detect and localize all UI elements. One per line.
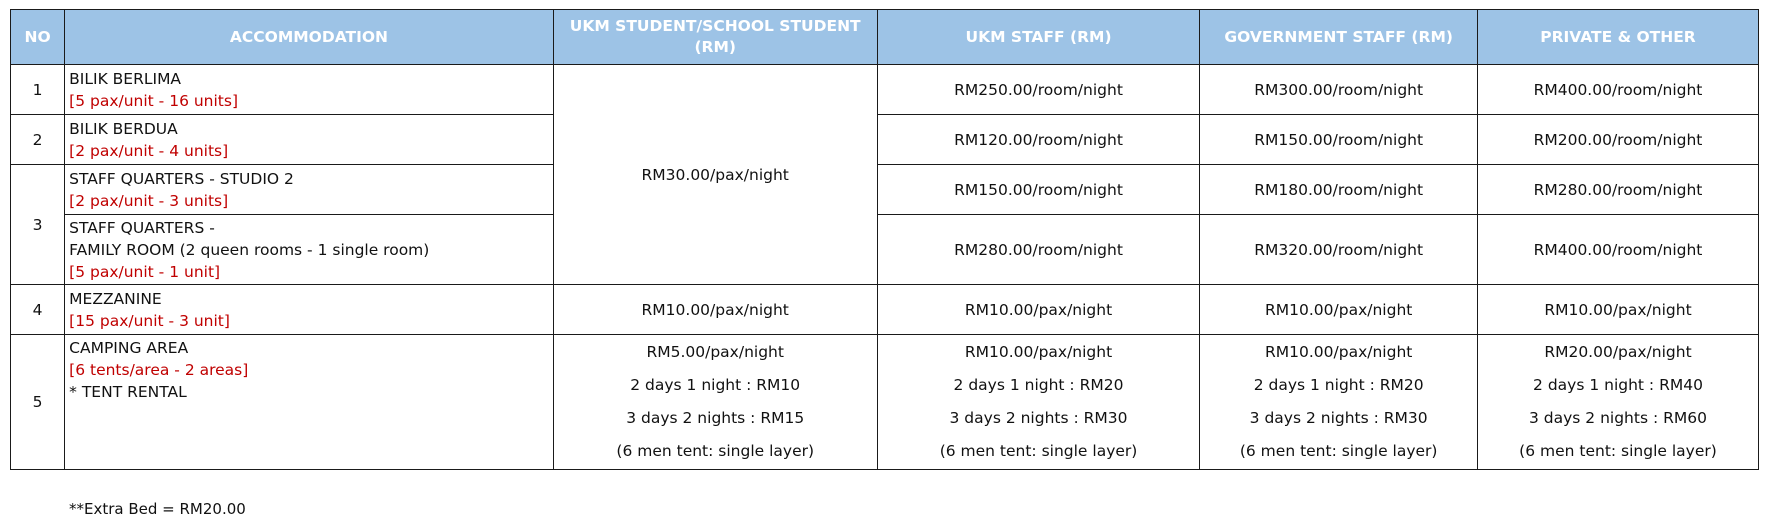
- government-staff-price: RM300.00/room/night: [1200, 65, 1478, 115]
- header-government-staff: GOVERNMENT STAFF (RM): [1200, 10, 1478, 65]
- row-number: 3: [11, 165, 65, 285]
- row-number: 1: [11, 65, 65, 115]
- accommodation-cell: [65, 115, 554, 165]
- government-staff-price: RM10.00/pax/night: [1200, 285, 1478, 335]
- camping-3d2n: 3 days 2 nights : RM30: [949, 409, 1128, 427]
- accommodation-name: STAFF QUARTERS -: [69, 218, 215, 237]
- table-row: [11, 115, 1759, 165]
- camping-2d1n: 2 days 1 night : RM10: [630, 376, 801, 394]
- header-ukm-staff: UKM STAFF (RM): [877, 10, 1200, 65]
- header-accommodation: ACCOMMODATION: [65, 10, 554, 65]
- camping-rate: RM10.00/pax/night: [964, 343, 1113, 361]
- camping-2d1n: 2 days 1 night : RM20: [953, 376, 1124, 394]
- accommodation-capacity: [2 pax/unit - 4 units]: [69, 141, 229, 160]
- header-private-other: PRIVATE & OTHER: [1477, 10, 1758, 65]
- accommodation-name-detail: FAMILY ROOM (2 queen rooms - 1 single room): [69, 240, 430, 259]
- accommodation-name: MEZZANINE: [69, 289, 162, 308]
- private-price: RM400.00/room/night: [1477, 65, 1758, 115]
- accommodation-name: BILIK BERDUA: [69, 119, 178, 138]
- government-staff-camping: [1200, 335, 1478, 470]
- accommodation-cell: [65, 335, 554, 470]
- camping-rate: RM5.00/pax/night: [646, 343, 784, 361]
- camping-tent-note: (6 men tent: single layer): [1519, 442, 1717, 460]
- private-price: RM200.00/room/night: [1477, 115, 1758, 165]
- header-no: NO: [11, 10, 65, 65]
- rates-table: [10, 9, 1759, 470]
- camping-3d2n: 3 days 2 nights : RM30: [1249, 409, 1428, 427]
- private-camping: [1477, 335, 1758, 470]
- accommodation-cell: [65, 285, 554, 335]
- ukm-student-camping: [553, 335, 877, 470]
- accommodation-name: BILIK BERLIMA: [69, 69, 182, 88]
- camping-tent-note: (6 men tent: single layer): [1239, 442, 1438, 460]
- camping-3d2n: 3 days 2 nights : RM15: [626, 409, 805, 427]
- private-price: RM400.00/room/night: [1477, 215, 1758, 285]
- accommodation-capacity: [2 pax/unit - 3 units]: [69, 191, 229, 210]
- camping-tent-note: (6 men tent: single layer): [939, 442, 1138, 460]
- ukm-student-price: RM10.00/pax/night: [553, 285, 877, 335]
- government-staff-price: RM150.00/room/night: [1200, 115, 1478, 165]
- header-ukm-student: UKM STUDENT/SCHOOL STUDENT (RM): [553, 10, 877, 65]
- camping-rate: RM20.00/pax/night: [1544, 343, 1692, 361]
- camping-rate: RM10.00/pax/night: [1265, 343, 1413, 361]
- private-price: RM280.00/room/night: [1477, 165, 1758, 215]
- ukm-staff-camping: [877, 335, 1200, 470]
- extra-bed-footnote: **Extra Bed = RM20.00: [69, 500, 246, 518]
- ukm-staff-price: RM150.00/room/night: [877, 165, 1200, 215]
- accommodation-cell: [65, 215, 554, 285]
- table-row: [11, 65, 1759, 115]
- ukm-staff-price: RM280.00/room/night: [877, 215, 1200, 285]
- accommodation-capacity: [6 tents/area - 2 areas]: [69, 361, 249, 379]
- table-row: [11, 215, 1759, 285]
- accommodation-name: STAFF QUARTERS - STUDIO 2: [69, 169, 294, 188]
- ukm-staff-price: RM10.00/pax/night: [877, 285, 1200, 335]
- accommodation-name: CAMPING AREA: [69, 339, 189, 357]
- accommodation-capacity: [5 pax/unit - 16 units]: [69, 91, 239, 110]
- table-row: [11, 285, 1759, 335]
- accommodation-capacity: [15 pax/unit - 3 unit]: [69, 311, 230, 330]
- camping-2d1n: 2 days 1 night : RM20: [1253, 376, 1424, 394]
- table-row: [11, 165, 1759, 215]
- student-price-rooms: RM30.00/pax/night: [553, 65, 877, 285]
- camping-tent-note: (6 men tent: single layer): [616, 442, 815, 460]
- private-price: RM10.00/pax/night: [1477, 285, 1758, 335]
- table-row: [11, 335, 1759, 470]
- row-number: 4: [11, 285, 65, 335]
- camping-2d1n: 2 days 1 night : RM40: [1533, 376, 1703, 394]
- accommodation-cell: [65, 65, 554, 115]
- government-staff-price: RM320.00/room/night: [1200, 215, 1478, 285]
- table-header: [11, 10, 1759, 65]
- government-staff-price: RM180.00/room/night: [1200, 165, 1478, 215]
- tent-rental-note: * TENT RENTAL: [69, 383, 187, 401]
- row-number: 5: [11, 335, 65, 470]
- ukm-staff-price: RM250.00/room/night: [877, 65, 1200, 115]
- ukm-staff-price: RM120.00/room/night: [877, 115, 1200, 165]
- row-number: 2: [11, 115, 65, 165]
- accommodation-capacity: [5 pax/unit - 1 unit]: [69, 262, 221, 281]
- camping-3d2n: 3 days 2 nights : RM60: [1528, 409, 1707, 427]
- accommodation-cell: [65, 165, 554, 215]
